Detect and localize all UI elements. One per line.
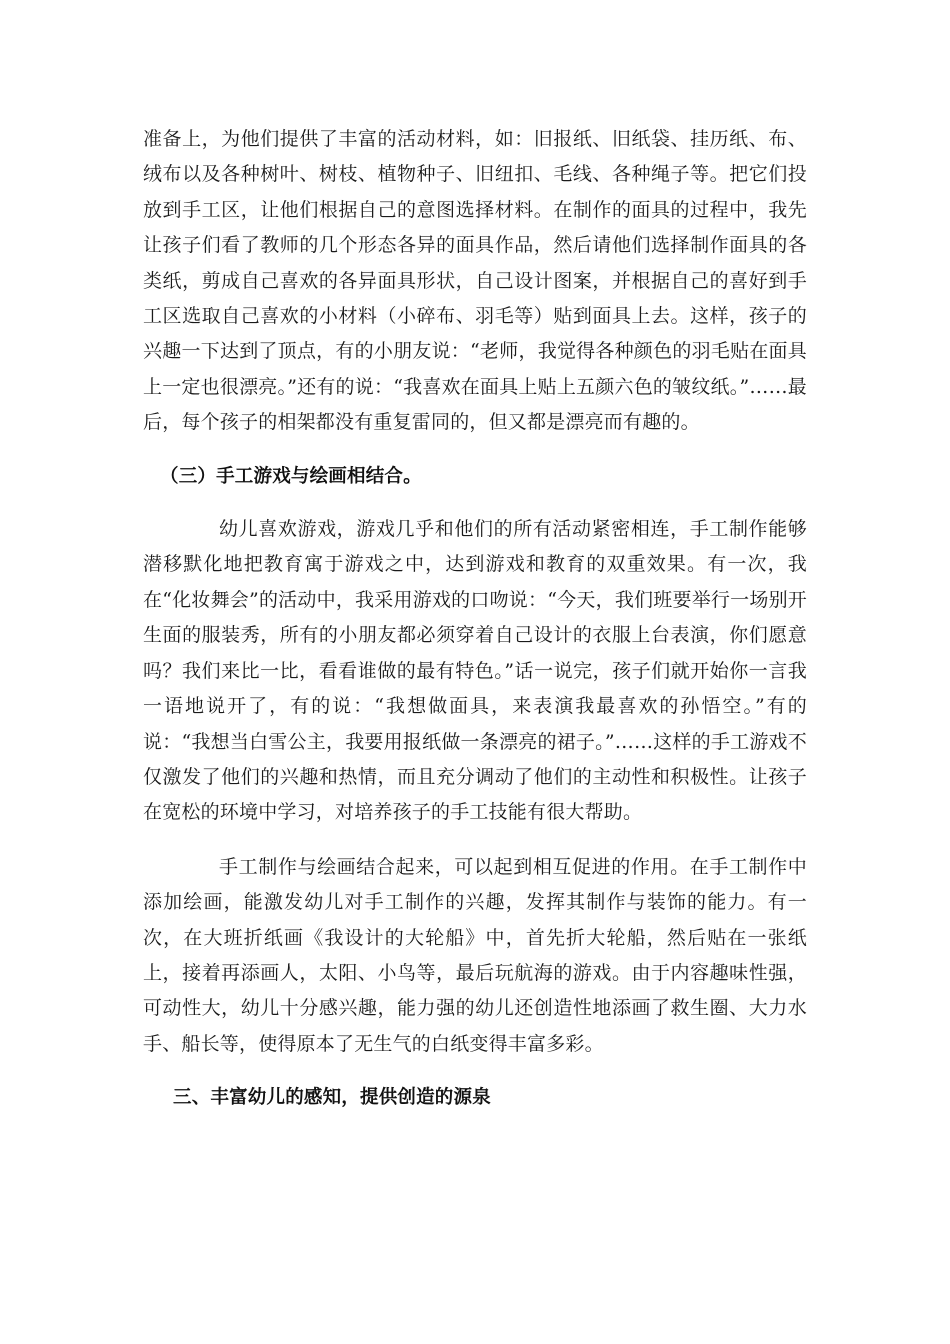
paragraph-materials-continued: 准备上，为他们提供了丰富的活动材料，如：旧报纸、旧纸袋、挂历纸、布、绒布以及各种树叶、树枝、植物种子、旧纽扣、毛线、各种绳子等。把它们投放到手工区，让他们根据自己的意图选择材料。在制作的面具的过程中，我先让孩子们看了教师的几个形态各异的面具作品，然后请他们选择制作面具的各类纸，剪成自己喜欢的各异面具形状，自己设计图案，并根据自己的喜好到手工区选取自己喜欢的小材料（小碎布、羽毛等）贴到面具上去。这样，孩子的兴趣一下达到了顶点，有的小朋友说：“老师，我觉得各种颜色的羽毛贴在面具上一定也很漂亮。”还有的说：“我喜欢在面具上贴上五颜六色的皱纹纸。”……最后，每个孩子的相架都没有重复雷同的，但又都是漂亮而有趣的。 [143, 128, 807, 434]
document-body [143, 122, 807, 1116]
paragraph-drawing: 手工制作与绘画结合起来，可以起到相互促进的作用。在手工制作中添加绘画，能激发幼儿对手工制作的兴趣，发挥其制作与装饰的能力。有一次，在大班折纸画《我设计的大轮船》中，首先折大轮船，然后贴在一张纸上，接着再添画人，太阳、小鸟等，最后玩航海的游戏。由于内容趣味性强，可动性大，幼儿十分感兴趣，能力强的幼儿还创造性地添画了救生圈、大力水手、船长等，使得原本了无生气的白纸变得丰富多彩。 [143, 855, 807, 1055]
paragraph-game: 幼儿喜欢游戏，游戏几乎和他们的所有活动紧密相连，手工制作能够潜移默化地把教育寓于游戏之中，达到游戏和教育的双重效果。有一次，我在“化妆舞会”的活动中，我采用游戏的口吻说：“今天，我们班要举行一场别开生面的服装秀，所有的小朋友都必须穿着自己设计的衣服上台表演，你们愿意吗？我们来比一比，看看谁做的最有特色。”话一说完，孩子们就开始你一言我一语地说开了，有的说：“我想做面具，来表演我最喜欢的孙悟空。”有的说：“我想当白雪公主，我要用报纸做一条漂亮的裙子。”……这样的手工游戏不仅激发了他们的兴趣和热情，而且充分调动了他们的主动性和积极性。让孩子在宽松的环境中学习，对培养孩子的手工技能有很大帮助。 [143, 518, 807, 824]
section-heading-three: （三）手工游戏与绘画相结合。 [160, 465, 422, 487]
main-heading-three: 三、丰富幼儿的感知，提供创造的源泉 [173, 1087, 491, 1109]
